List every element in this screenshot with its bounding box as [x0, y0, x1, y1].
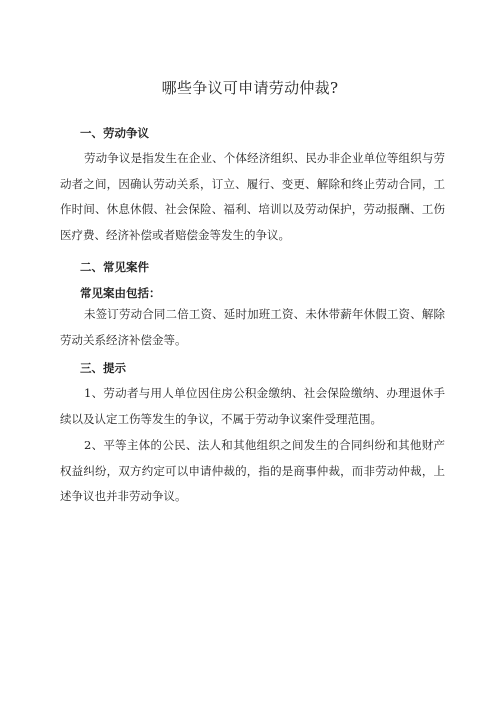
- paragraph-common-causes: 未签订劳动合同二倍工资、延时加班工资、未休带薪年休假工资、解除劳动关系经济补偿金等。: [60, 307, 445, 347]
- paragraph-tip-2: 2、平等主体的公民、法人和其他组织之间发生的合同纠纷和其他财产权益纠纷，双方约定可以申请仲裁的，指的是商事仲裁，而非劳动仲裁，上述争议也并非劳动争议。: [60, 438, 445, 503]
- section-heading-common-cases: 二、常见案件: [80, 260, 149, 274]
- paragraph-tip-1: 1、劳动者与用人单位因住房公积金缴纳、社会保险缴纳、办理退休手续以及认定工伤等发生的争议，不属于劳动争议案件受理范围。: [60, 386, 445, 426]
- section-heading-tips: 三、提示: [80, 361, 126, 375]
- subheading-common-causes: 常见案由包括：: [80, 286, 161, 300]
- section-heading-labor-dispute: 一、劳动争议: [80, 126, 149, 140]
- paragraph-labor-dispute-definition: 劳动争议是指发生在企业、个体经济组织、民办非企业单位等组织与劳动者之间，因确认劳动关系，订立、履行、变更、解除和终止劳动合同，工作时间、休息休假、社会保险、福利、培训以及劳动保护，劳动报酬、工伤医疗费、经济补偿或者赔偿金等发生的争议。: [60, 151, 445, 242]
- document-title: 哪些争议可申请劳动仲裁?: [161, 79, 339, 97]
